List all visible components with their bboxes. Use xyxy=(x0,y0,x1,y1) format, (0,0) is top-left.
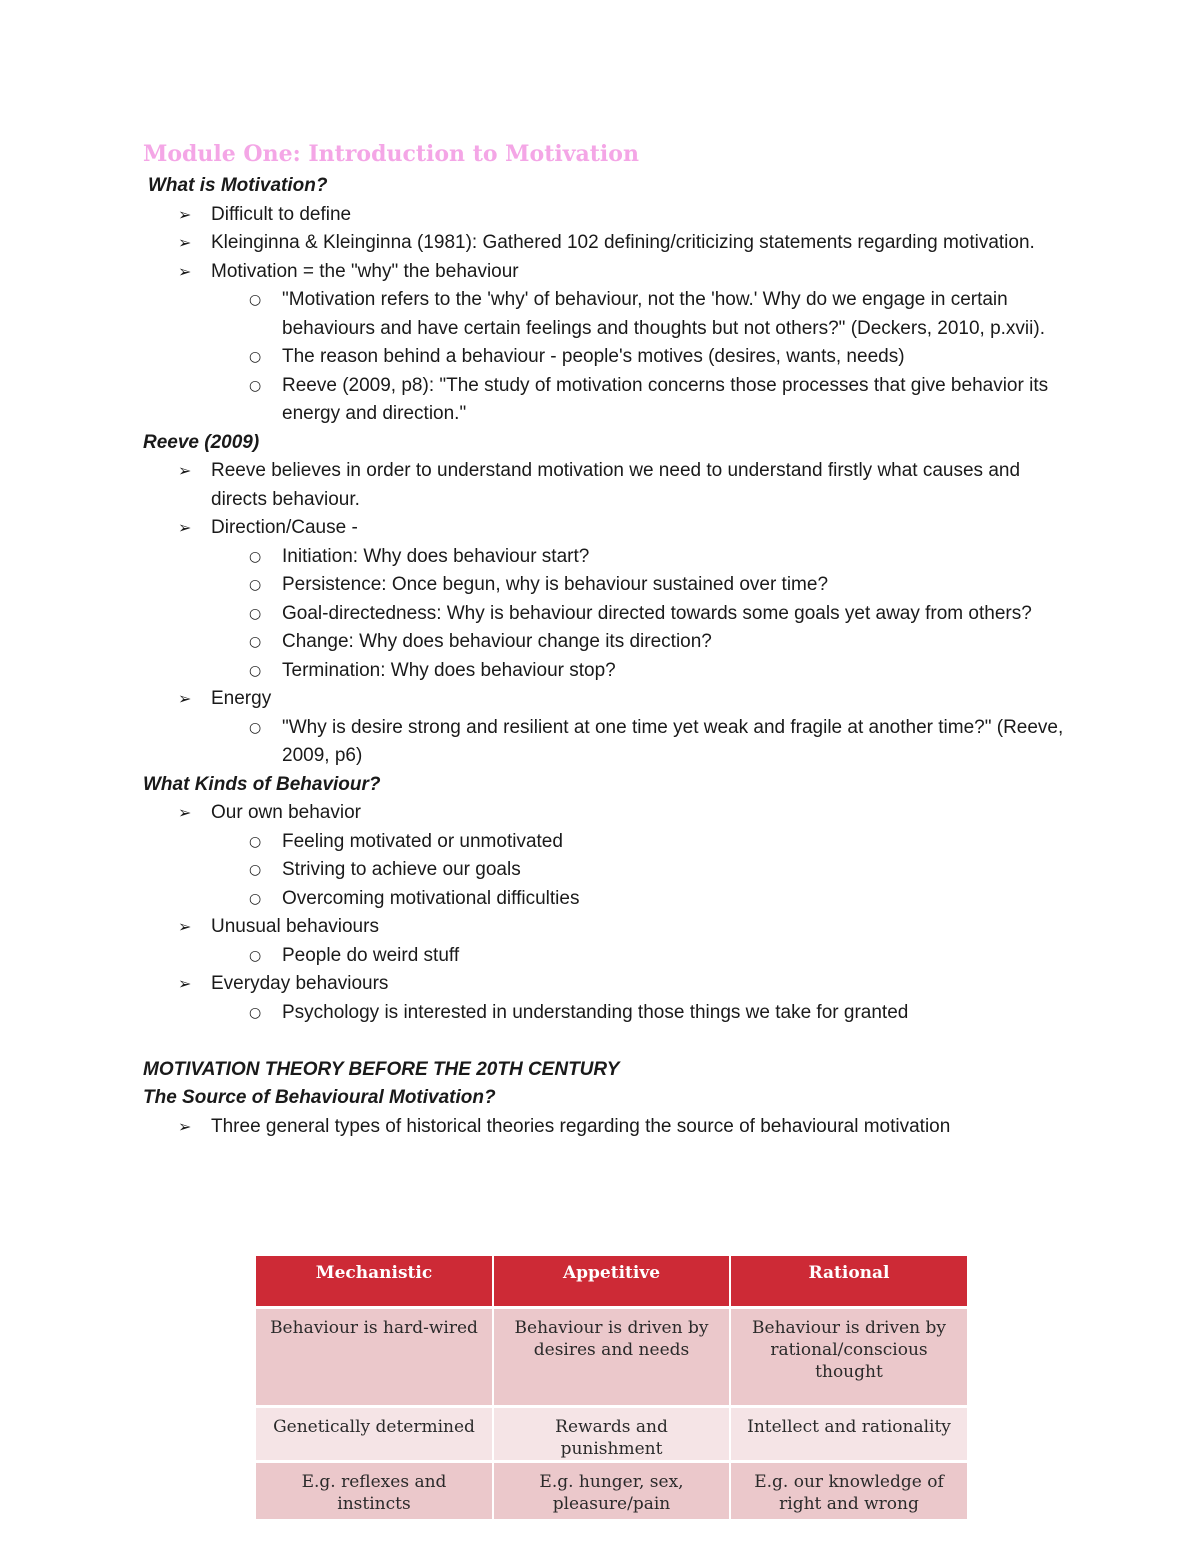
circle-bullet-icon: ○ xyxy=(249,719,262,736)
table-cell: E.g. hunger, sex, pleasure/pain xyxy=(493,1462,730,1521)
list-item-text: Three general types of historical theories regarding the source of behavioural motivation xyxy=(211,1115,951,1137)
circle-bullet-icon: ○ xyxy=(249,292,262,308)
arrow-bullet-icon: ➢ xyxy=(178,689,192,708)
list-item-text: Our own behavior xyxy=(211,802,361,823)
table-row xyxy=(256,1462,967,1521)
list-item xyxy=(143,1113,1073,1142)
table-cell: Behaviour is driven by desires and needs xyxy=(493,1308,730,1407)
table-cell: E.g. our knowledge of right and wrong xyxy=(730,1462,967,1521)
list-item xyxy=(143,229,1073,258)
table-cell: Genetically determined xyxy=(256,1407,493,1462)
list-subitem xyxy=(143,714,1073,771)
list-item-text: Everyday behaviours xyxy=(211,973,389,994)
page-title: Module One: Introduction to Motivation xyxy=(143,141,639,167)
bullet-list xyxy=(143,457,1073,771)
table-cell: Behaviour is driven by rational/conscious thought xyxy=(730,1308,967,1407)
circle-bullet-icon: ○ xyxy=(249,349,262,365)
bullet-list xyxy=(143,201,1073,429)
list-subitem xyxy=(143,856,1073,885)
list-subitem xyxy=(143,343,1073,372)
list-item-text: Motivation = the "why" the behaviour xyxy=(211,260,519,282)
list-subitem-text: Persistence: Once begun, why is behaviour sustained over time? xyxy=(282,574,829,595)
arrow-bullet-icon: ➢ xyxy=(178,917,192,936)
list-item-text: Kleinginna & Kleinginna (1981): Gathered 102 defining/criticizing statements regarding motivation. xyxy=(211,232,1035,253)
table-cell: E.g. reflexes and instincts xyxy=(256,1462,493,1521)
circle-bullet-icon: ○ xyxy=(249,377,262,394)
arrow-bullet-icon: ➢ xyxy=(178,803,192,822)
list-subitem-text: Initiation: Why does behaviour start? xyxy=(282,545,590,567)
list-subitem xyxy=(143,600,1073,629)
arrow-bullet-icon: ➢ xyxy=(178,518,192,537)
circle-bullet-icon: ○ xyxy=(249,634,262,650)
arrow-bullet-icon: ➢ xyxy=(178,261,192,281)
list-subitem xyxy=(143,543,1073,572)
circle-bullet-icon: ○ xyxy=(249,548,262,565)
list-subitem xyxy=(143,828,1073,857)
arrow-bullet-icon: ➢ xyxy=(178,974,192,993)
section-heading-what-is: What is Motivation? xyxy=(148,175,328,196)
list-subitem-text: Striving to achieve our goals xyxy=(282,859,521,880)
blank-line xyxy=(143,1027,1073,1056)
list-subitem xyxy=(143,657,1073,686)
arrow-bullet-icon: ➢ xyxy=(178,204,192,224)
list-subitem-text: People do weird stuff xyxy=(282,944,460,966)
circle-bullet-icon: ○ xyxy=(249,605,262,622)
circle-bullet-icon: ○ xyxy=(249,862,262,878)
list-subitem-text: Overcoming motivational difficulties xyxy=(282,887,580,909)
list-item xyxy=(143,913,1073,942)
document-body xyxy=(143,172,1073,1141)
list-item xyxy=(143,685,1073,714)
table-header-cell: Rational xyxy=(730,1256,967,1308)
circle-bullet-icon: ○ xyxy=(249,1004,262,1021)
list-item-text: Difficult to define xyxy=(211,203,352,225)
list-item-text: Reeve believes in order to understand motivation we need to understand firstly what causes and directs behaviour. xyxy=(211,460,1021,510)
list-subitem-text: "Why is desire strong and resilient at one time yet weak and fragile at another time?" (Reeve, 2009, p6) xyxy=(282,716,1064,766)
list-subitem-text: "Motivation refers to the 'why' of behaviour, not the 'how.' Why do we engage in certain behaviours and have certain feelings and thoughts but not others?" (Deckers, 2010, p.xvii). xyxy=(282,289,1045,339)
arrow-bullet-icon: ➢ xyxy=(178,461,192,480)
bullet-list xyxy=(143,799,1073,1027)
circle-bullet-icon: ○ xyxy=(249,833,262,850)
section-heading-reeve: Reeve (2009) xyxy=(143,431,260,453)
list-subitem-text: Feeling motivated or unmotivated xyxy=(282,830,563,852)
list-item xyxy=(143,799,1073,828)
section-heading-theory: MOTIVATION THEORY BEFORE THE 20TH CENTURY xyxy=(143,1058,620,1080)
circle-bullet-icon: ○ xyxy=(249,947,262,964)
list-subitem-text: Termination: Why does behaviour stop? xyxy=(282,659,616,681)
list-subitem-text: Change: Why does behaviour change its direction? xyxy=(282,631,712,652)
list-item xyxy=(143,457,1073,514)
table-cell: Behaviour is hard-wired xyxy=(256,1308,493,1407)
list-subitem xyxy=(143,372,1073,429)
table-header-cell: Mechanistic xyxy=(256,1256,493,1308)
list-item-text: Energy xyxy=(211,688,272,709)
list-subitem xyxy=(143,885,1073,914)
list-item xyxy=(143,201,1073,230)
list-subitem-text: Reeve (2009, p8): "The study of motivation concerns those processes that give behavior its energy and direction." xyxy=(282,374,1049,424)
table-header-row xyxy=(256,1256,967,1308)
list-subitem-text: The reason behind a behaviour - people's motives (desires, wants, needs) xyxy=(282,346,905,367)
circle-bullet-icon: ○ xyxy=(249,890,262,907)
table-cell: Intellect and rationality xyxy=(730,1407,967,1462)
list-item xyxy=(143,970,1073,999)
list-subitem xyxy=(143,286,1073,343)
list-subitem xyxy=(143,571,1073,600)
theories-table xyxy=(256,1256,967,1522)
list-item-text: Unusual behaviours xyxy=(211,916,379,937)
list-subitem xyxy=(143,999,1073,1028)
table-header-cell: Appetitive xyxy=(493,1256,730,1308)
circle-bullet-icon: ○ xyxy=(249,662,262,679)
arrow-bullet-icon: ➢ xyxy=(178,233,192,252)
circle-bullet-icon: ○ xyxy=(249,577,262,593)
arrow-bullet-icon: ➢ xyxy=(178,1116,192,1136)
table-row xyxy=(256,1407,967,1462)
section-subheading-source: The Source of Behavioural Motivation? xyxy=(143,1087,496,1108)
table-row xyxy=(256,1308,967,1407)
list-subitem xyxy=(143,942,1073,971)
list-item-text: Direction/Cause - xyxy=(211,517,358,538)
list-subitem-text: Goal-directedness: Why is behaviour directed towards some goals yet away from others? xyxy=(282,602,1032,624)
list-item xyxy=(143,514,1073,543)
bullet-list xyxy=(143,1113,1073,1142)
list-item xyxy=(143,258,1073,287)
section-heading-kinds: What Kinds of Behaviour? xyxy=(143,773,381,795)
table-cell: Rewards and punishment xyxy=(493,1407,730,1462)
list-subitem-text: Psychology is interested in understanding those things we take for granted xyxy=(282,1001,909,1023)
list-subitem xyxy=(143,628,1073,657)
